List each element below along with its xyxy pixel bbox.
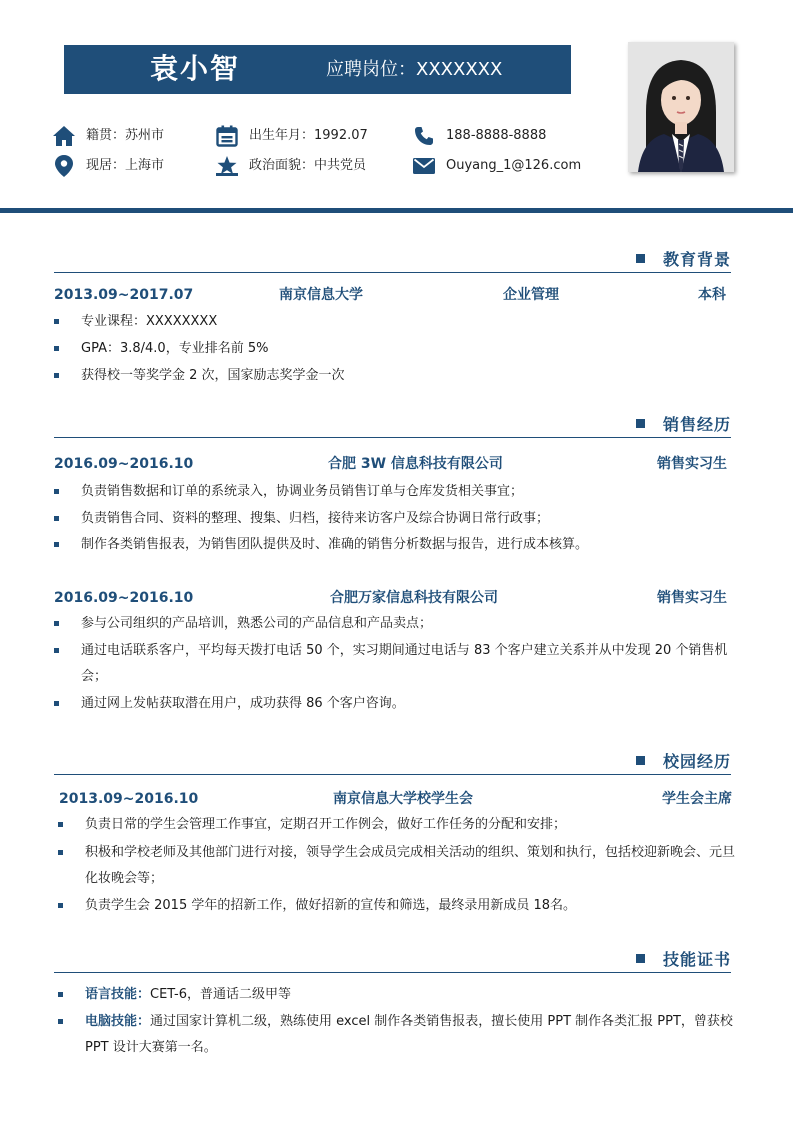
job-target: 应聘岗位：XXXXXXX: [326, 59, 503, 80]
list-item-text: GPA：3.8/4.0，专业排名前 5%: [81, 341, 269, 356]
edu-period: 2013.09~2017.07: [54, 287, 194, 303]
info-hometown: [52, 124, 164, 148]
job-role: 销售实习生: [657, 590, 727, 606]
birth-text: 出生年月：1992.07: [249, 128, 368, 143]
skill-text: 通过国家计算机二级，熟练使用 excel 制作各类销售报表，擅长使用 PPT 制作各类汇报 PPT，曾获校 PPT 设计大赛第一名。: [85, 1014, 733, 1055]
section-title: 教育背景: [662, 250, 731, 269]
bullet-icon: [54, 542, 59, 547]
list-item-text: 专业课程：XXXXXXXX: [81, 314, 218, 329]
list-item: [54, 506, 739, 532]
bullet-icon: [54, 319, 59, 324]
bullet-icon: [54, 701, 59, 706]
list-item: [58, 812, 738, 838]
list-item: [54, 638, 739, 690]
edu-degree: 本科: [698, 287, 726, 303]
section-divider: [54, 774, 731, 775]
skill-text: CET-6，普通话二级甲等: [150, 987, 292, 1002]
location-pin-icon: [52, 154, 76, 178]
list-item: [58, 1009, 738, 1061]
edu-major: 企业管理: [503, 287, 559, 303]
section-marker-icon: [636, 254, 645, 263]
list-item-text: 通过电话联系客户，平均每天拨打电话 50 个，实习期间通过电话与 83 个客户建立关系并从中发现 20 个销售机会；: [81, 643, 728, 684]
bullet-icon: [54, 489, 59, 494]
list-item-text: 负责日常的学生会管理工作事宜，定期召开工作例会，做好工作任务的分配和安排；: [85, 817, 567, 832]
section-marker-icon: [636, 756, 645, 765]
hometown-text: 籍贯：苏州市: [86, 128, 165, 143]
skill-key: 电脑技能：: [85, 1014, 151, 1029]
section-header-campus: [636, 749, 731, 772]
bullet-icon: [58, 850, 63, 855]
list-item: [54, 309, 739, 335]
list-item: [54, 363, 739, 389]
bullet-icon: [54, 648, 59, 653]
phone-text: 188-8888-8888: [446, 128, 547, 143]
politics-text: 政治面貌：中共党员: [249, 158, 367, 173]
list-item-text: 负责销售数据和订单的系统录入，协调业务员销售订单与仓库发货相关事宜；: [81, 484, 524, 499]
campus-period: 2013.09~2016.10: [59, 791, 199, 807]
residence-text: 现居：上海市: [86, 158, 165, 173]
phone-icon: [412, 124, 436, 148]
list-item: [58, 840, 738, 892]
list-item: [54, 611, 739, 637]
bullet-icon: [58, 992, 63, 997]
campus-role: 学生会主席: [662, 791, 732, 807]
bullet-icon: [58, 1019, 63, 1024]
section-marker-icon: [636, 954, 645, 963]
section-marker-icon: [636, 419, 645, 428]
skill-key: 语言技能：: [85, 987, 151, 1002]
header-divider: [0, 208, 793, 213]
profile-photo: [628, 42, 734, 172]
list-item: [54, 479, 739, 505]
section-divider: [54, 272, 731, 273]
section-title: 技能证书: [662, 950, 731, 969]
name-banner: [64, 45, 571, 94]
info-birth: [215, 124, 368, 148]
info-email: [412, 154, 581, 178]
bullet-icon: [54, 346, 59, 351]
section-divider: [54, 437, 731, 438]
section-header-sales: [636, 412, 731, 435]
mail-icon: [412, 154, 436, 178]
bullet-icon: [54, 621, 59, 626]
job-period: 2016.09~2016.10: [54, 590, 194, 606]
calendar-icon: [215, 124, 239, 148]
section-header-education: [636, 247, 731, 270]
list-item: [54, 532, 739, 558]
info-residence: [52, 154, 164, 178]
job-role: 销售实习生: [657, 456, 727, 472]
list-item-text: 负责销售合同、资料的整理、搜集、归档，接待来访客户及综合协调日常行政事；: [81, 511, 550, 526]
candidate-name: 袁小智: [150, 52, 241, 85]
job-company: 合肥 3W 信息科技有限公司: [328, 456, 503, 472]
bullet-icon: [54, 516, 59, 521]
list-item-text: 通过网上发帖获取潜在用户，成功获得 86 个客户咨询。: [81, 696, 405, 711]
list-item: [54, 691, 739, 717]
party-star-icon: [215, 154, 239, 178]
bullet-icon: [58, 903, 63, 908]
list-item-text: 参与公司组织的产品培训，熟悉公司的产品信息和产品卖点；: [81, 616, 433, 631]
info-phone: [412, 124, 546, 148]
section-title: 校园经历: [662, 752, 731, 771]
list-item-text: 积极和学校老师及其他部门进行对接，领导学生会成员完成相关活动的组织、策划和执行，包括校迎新晚会、元旦化妆晚会等；: [85, 845, 736, 886]
section-title: 销售经历: [662, 415, 731, 434]
bullet-icon: [54, 373, 59, 378]
list-item-text: 获得校一等奖学金 2 次，国家励志奖学金一次: [81, 368, 345, 383]
portrait-image: [628, 42, 734, 172]
edu-school: 南京信息大学: [279, 287, 363, 303]
info-politics: [215, 154, 366, 178]
job-company: 合肥万家信息科技有限公司: [330, 590, 498, 606]
section-header-skills: [636, 947, 731, 970]
campus-org: 南京信息大学校学生会: [333, 791, 473, 807]
list-item-text: 负责学生会 2015 学年的招新工作，做好招新的宣传和筛选，最终录用新成员 18名。: [85, 898, 577, 913]
email-text: Ouyang_1@126.com: [446, 158, 582, 173]
bullet-icon: [58, 822, 63, 827]
list-item: [58, 982, 738, 1008]
section-divider: [54, 972, 731, 973]
home-icon: [52, 124, 76, 148]
list-item: [54, 336, 739, 362]
list-item-text: 制作各类销售报表，为销售团队提供及时、准确的销售分析数据与报告，进行成本核算。: [81, 537, 589, 552]
job-period: 2016.09~2016.10: [54, 456, 194, 472]
list-item: [58, 893, 738, 919]
